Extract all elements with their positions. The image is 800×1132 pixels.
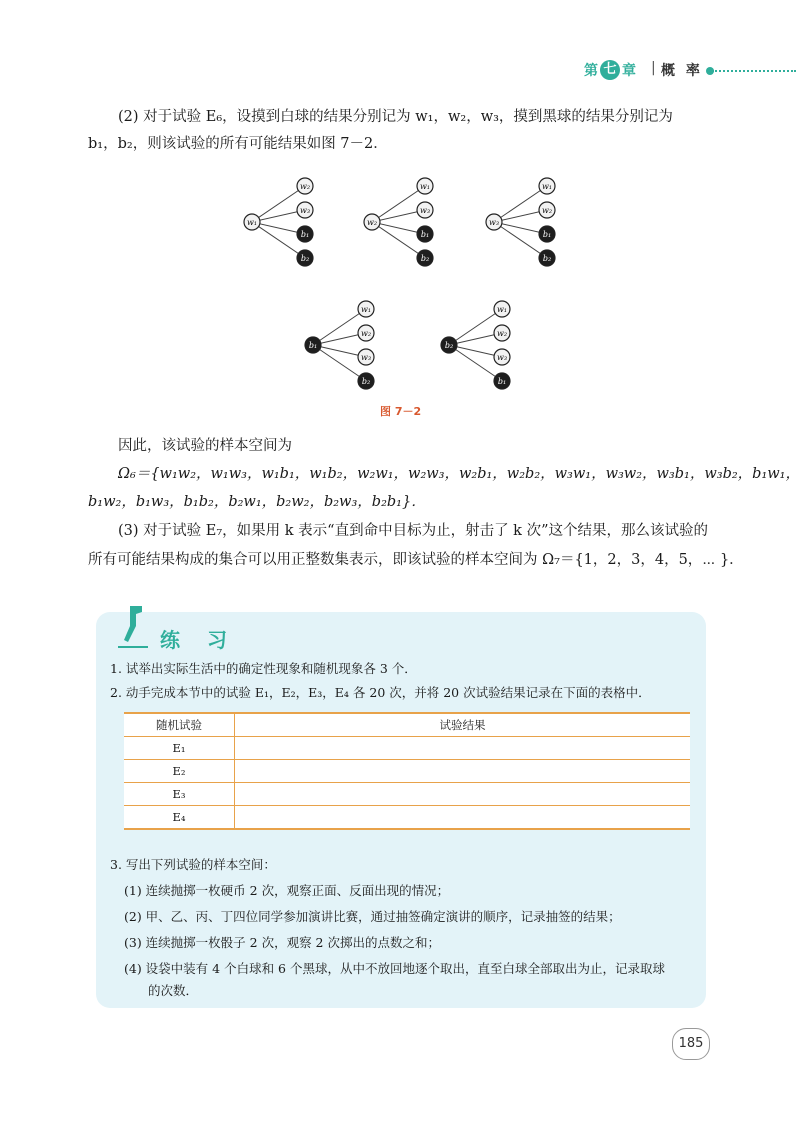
tree-leaf-ball (358, 301, 374, 317)
chapter-post: 章 (622, 63, 636, 79)
svg-text:b₂: b₂ (542, 254, 552, 263)
header-dotted-line (712, 70, 796, 72)
tree-branch (313, 345, 366, 381)
svg-text:w₁: w₁ (419, 182, 431, 191)
exercise-sub-2: (2) 甲、乙、丙、丁四位同学参加演讲比赛，通过抽签确定演讲的顺序，记录抽签的结果； (124, 909, 621, 924)
tree-leaf-ball (539, 250, 555, 266)
tree-root-ball (364, 214, 380, 230)
svg-text:b₂: b₂ (420, 254, 430, 263)
tree-branch (449, 345, 502, 381)
svg-text:b₂: b₂ (444, 341, 454, 350)
tree-root-ball (441, 337, 457, 353)
table-cell-trial: E₃ (124, 783, 235, 806)
svg-text:w₂: w₂ (541, 206, 553, 215)
svg-text:b₁: b₁ (497, 377, 507, 386)
sample-space-intro: 因此，该试验的样本空间为 (118, 438, 292, 454)
svg-text:b₁: b₁ (300, 230, 310, 239)
table-cell-trial: E₂ (124, 760, 235, 783)
tree-branch (372, 222, 425, 258)
svg-text:w₁: w₁ (360, 305, 372, 314)
tree-branch (252, 186, 305, 222)
chapter-separator: | (651, 60, 656, 76)
tree-leaf-ball (297, 202, 313, 218)
exercise-item-1: 1. 试举出实际生活中的确定性现象和随机现象各 3 个． (110, 661, 417, 676)
svg-text:w₂: w₂ (360, 329, 372, 338)
tree-leaf-ball (417, 226, 433, 242)
table-cell-result[interactable] (235, 760, 691, 783)
tree-leaf-ball (539, 178, 555, 194)
table-cell-result[interactable] (235, 806, 691, 830)
tree-leaf-ball (297, 226, 313, 242)
tree-leaf-ball (494, 373, 510, 389)
pen-icon (108, 602, 158, 650)
chapter-badge (584, 60, 636, 80)
svg-text:w₂: w₂ (299, 182, 311, 191)
tree-root-ball (244, 214, 260, 230)
exercise-sub-1: (1) 连续抛掷一枚硬币 2 次，观察正面、反面出现的情况； (124, 883, 450, 898)
exercise-item-2: 2. 动手完成本节中的试验 E₁，E₂，E₃，E₄ 各 20 次，并将 20 次试验结果记录在下面的表格中． (110, 685, 651, 700)
tree-leaf-ball (358, 373, 374, 389)
table-cell-result[interactable] (235, 783, 691, 806)
tree-leaf-ball (539, 202, 555, 218)
svg-text:b₂: b₂ (300, 254, 310, 263)
tree-leaf-ball (494, 301, 510, 317)
tree-diagram-figure (0, 170, 800, 400)
svg-text:w₁: w₁ (246, 218, 258, 227)
figure-caption: 图 7－2 (380, 405, 422, 418)
table-header-trial: 随机试验 (124, 713, 235, 737)
table-cell-result[interactable] (235, 737, 691, 760)
tree-branch (494, 186, 547, 222)
tree-leaf-ball (358, 349, 374, 365)
svg-text:b₂: b₂ (361, 377, 371, 386)
paragraph-3-line-2: 所有可能结果构成的集合可以用正整数集表示，即该试验的样本空间为 Ω₇＝{1，2，3，4，5，⋯ }． (88, 552, 744, 568)
chapter-title: 概 率 (661, 63, 703, 79)
exercise-title: 练 习 (160, 628, 237, 652)
result-table (124, 712, 690, 830)
table-row (124, 760, 690, 783)
svg-text:w₁: w₁ (541, 182, 553, 191)
chapter-number: 七 (600, 60, 620, 80)
tree-leaf-ball (358, 325, 374, 341)
paragraph-3-line-1: (3) 对于试验 E₇，如果用 k 表示“直到命中目标为止，射击了 k 次”这个结果，那么该试验的 (118, 523, 708, 539)
svg-text:w₃: w₃ (360, 353, 372, 362)
chapter-pre: 第 (584, 63, 598, 79)
table-cell-trial: E₁ (124, 737, 235, 760)
tree-leaf-ball (539, 226, 555, 242)
tree-branch (313, 309, 366, 345)
paragraph-2-line-1: (2) 对于试验 E₆，设摸到白球的结果分别记为 w₁，w₂，w₃，摸到黑球的结果分别记为 (118, 109, 673, 125)
tree-branch (494, 222, 547, 258)
table-row (124, 806, 690, 830)
table-row (124, 737, 690, 760)
sample-space-line-1: Ω₆＝{w₁w₂，w₁w₃，w₁b₁，w₁b₂，w₂w₁，w₂w₃，w₂b₁，w₂b₂，w₃w₁，w₃w₂，w₃b₁，w₃b₂，b₁w₁， (118, 466, 800, 482)
svg-text:w₃: w₃ (496, 353, 508, 362)
tree-leaf-ball (417, 250, 433, 266)
table-header-result: 试验结果 (235, 713, 691, 737)
tree-leaf-ball (494, 349, 510, 365)
table-cell-trial: E₄ (124, 806, 235, 830)
tree-leaf-ball (297, 250, 313, 266)
exercise-sub-3: (3) 连续抛掷一枚骰子 2 次，观察 2 次掷出的点数之和； (124, 935, 440, 950)
table-row (124, 783, 690, 806)
tree-branch (372, 186, 425, 222)
tree-leaf-ball (417, 178, 433, 194)
sample-space-line-2: b₁w₂，b₁w₃，b₁b₂，b₂w₁，b₂w₂，b₂w₃，b₂b₁}． (88, 494, 426, 510)
svg-text:w₃: w₃ (488, 218, 500, 227)
tree-leaf-ball (297, 178, 313, 194)
svg-text:w₂: w₂ (366, 218, 378, 227)
tree-branch (252, 222, 305, 258)
exercise-sub-4-line-1: (4) 设袋中装有 4 个白球和 6 个黑球，从中不放回地逐个取出，直至白球全部取出为止，记录取球 (124, 961, 665, 976)
svg-text:b₁: b₁ (542, 230, 552, 239)
svg-text:w₁: w₁ (496, 305, 508, 314)
svg-text:w₂: w₂ (496, 329, 508, 338)
tree-root-ball (305, 337, 321, 353)
svg-text:w₃: w₃ (419, 206, 431, 215)
exercise-item-3: 3. 写出下列试验的样本空间： (110, 857, 276, 872)
paragraph-2-line-2: b₁，b₂，则该试验的所有可能结果如图 7－2． (88, 136, 388, 152)
svg-text:b₁: b₁ (308, 341, 318, 350)
page-number: 185 (672, 1028, 710, 1060)
tree-branch (449, 309, 502, 345)
svg-text:b₁: b₁ (420, 230, 430, 239)
tree-root-ball (486, 214, 502, 230)
exercise-sub-4-line-2: 的次数． (148, 983, 199, 998)
table-header-row (124, 713, 690, 737)
svg-text:w₃: w₃ (299, 206, 311, 215)
tree-leaf-ball (494, 325, 510, 341)
tree-leaf-ball (417, 202, 433, 218)
